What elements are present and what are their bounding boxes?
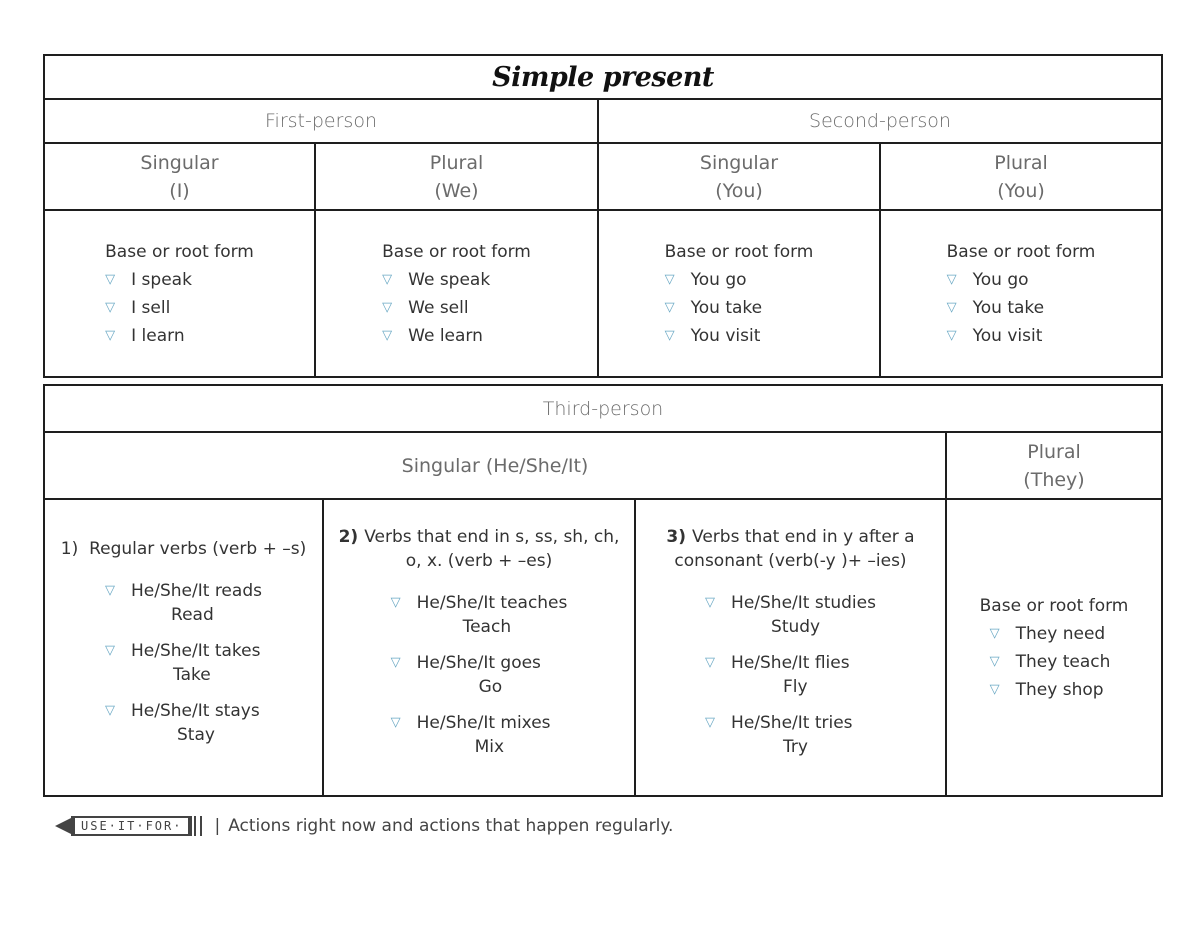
rule-heading <box>45 537 322 561</box>
list-item <box>990 620 1129 648</box>
example-text: I learn <box>131 325 185 346</box>
list-item <box>382 322 531 350</box>
number-label: Plural <box>1027 440 1081 463</box>
form-label: Base or root form <box>664 241 814 262</box>
list-item <box>391 591 568 639</box>
rule-text: Verbs that end in s, ss, sh, ch, o, x. (verb + –es) <box>364 526 620 571</box>
second-plural-header <box>880 143 1162 210</box>
list-item <box>391 711 568 759</box>
simple-present-sheet <box>43 54 1161 797</box>
rule-number: 2) <box>338 526 359 547</box>
example-base: Try <box>783 736 808 757</box>
example-text: They shop <box>1015 679 1104 700</box>
example-verb: He/She/It tries <box>731 712 853 733</box>
example-base: Read <box>171 604 214 625</box>
triangle-bullet-icon: ▽ <box>705 654 716 670</box>
list-item <box>705 651 876 699</box>
list-item <box>665 294 814 322</box>
rule-3-cell <box>635 499 946 796</box>
triangle-bullet-icon: ▽ <box>946 299 957 315</box>
rule-heading <box>324 525 634 573</box>
form-label: Base or root form <box>979 595 1129 616</box>
triangle-bullet-icon: ▽ <box>664 299 675 315</box>
list-item <box>990 676 1129 704</box>
triangle-bullet-icon: ▽ <box>989 681 1000 697</box>
triangle-bullet-icon: ▽ <box>664 327 675 343</box>
rule-text: Verbs that end in y after a consonant (verb(-y )+ –ies) <box>674 526 915 571</box>
footer-text: Actions right now and actions that happen regularly. <box>228 816 674 836</box>
list-item <box>105 322 254 350</box>
example-base: Study <box>771 616 821 637</box>
triangle-bullet-icon: ▽ <box>105 299 116 315</box>
third-person-table <box>43 384 1163 797</box>
first-singular-header <box>44 143 315 210</box>
triangle-bullet-icon: ▽ <box>705 594 716 610</box>
rule-1-cell <box>44 499 323 796</box>
triangle-bullet-icon: ▽ <box>390 714 401 730</box>
first-singular-examples <box>44 210 315 377</box>
triangle-bullet-icon: ▽ <box>105 702 116 718</box>
first-plural-examples <box>315 210 598 377</box>
list-item <box>665 322 814 350</box>
triangle-bullet-icon: ▽ <box>989 653 1000 669</box>
rule-heading <box>636 525 945 573</box>
example-verb: He/She/It stays <box>131 700 260 721</box>
form-label: Base or root form <box>382 241 531 262</box>
third-plural-examples <box>946 499 1162 796</box>
list-item <box>105 266 254 294</box>
list-item <box>105 699 262 747</box>
triangle-bullet-icon: ▽ <box>105 582 116 598</box>
list-item <box>947 294 1096 322</box>
third-plural-header <box>946 432 1162 499</box>
example-text: You go <box>690 269 747 290</box>
example-text: We speak <box>408 269 491 290</box>
triangle-bullet-icon: ▽ <box>705 714 716 730</box>
list-item <box>947 266 1096 294</box>
list-item <box>105 579 262 627</box>
list-item <box>990 648 1129 676</box>
pronoun-label: (You) <box>997 179 1045 202</box>
form-label: Base or root form <box>105 241 254 262</box>
pronoun-label: (They) <box>1023 468 1085 491</box>
second-singular-header <box>598 143 880 210</box>
triangle-bullet-icon: ▽ <box>105 327 116 343</box>
example-text: They teach <box>1015 651 1111 672</box>
third-singular-header: Singular (He/She/It) <box>44 432 946 499</box>
example-text: They need <box>1015 623 1106 644</box>
triangle-bullet-icon: ▽ <box>105 271 116 287</box>
triangle-bullet-icon: ▽ <box>946 327 957 343</box>
list-item <box>391 651 568 699</box>
rule-number: 3) <box>666 526 687 547</box>
example-text: You take <box>972 297 1045 318</box>
example-base: Teach <box>462 616 512 637</box>
number-label: Plural <box>994 151 1048 174</box>
second-plural-examples <box>880 210 1162 377</box>
list-item <box>382 266 531 294</box>
example-base: Stay <box>177 724 215 745</box>
rule-text: Regular verbs (verb + –s) <box>89 538 307 559</box>
list-item <box>665 266 814 294</box>
example-text: You go <box>972 269 1029 290</box>
triangle-bullet-icon: ▽ <box>382 271 393 287</box>
example-text: You visit <box>690 325 761 346</box>
pronoun-label: (We) <box>434 179 479 202</box>
example-verb: He/She/It mixes <box>416 712 551 733</box>
form-label: Base or root form <box>946 241 1096 262</box>
triangle-bullet-icon: ▽ <box>989 625 1000 641</box>
example-base: Mix <box>474 736 505 757</box>
third-person-header: Third-person <box>44 385 1162 432</box>
triangle-bullet-icon: ▽ <box>382 299 393 315</box>
example-text: I speak <box>131 269 192 290</box>
rule-2-cell <box>323 499 635 796</box>
triangle-bullet-icon: ▽ <box>105 642 116 658</box>
example-base: Go <box>478 676 503 697</box>
list-item <box>105 294 254 322</box>
list-item <box>105 639 262 687</box>
example-verb: He/She/It takes <box>131 640 261 661</box>
triangle-bullet-icon: ▽ <box>382 327 393 343</box>
rule-number: 1) <box>60 538 79 559</box>
example-text: You take <box>690 297 763 318</box>
triangle-bullet-icon: ▽ <box>390 654 401 670</box>
title-cell <box>44 55 1162 99</box>
example-verb: He/She/It teaches <box>416 592 568 613</box>
example-text: We learn <box>408 325 483 346</box>
list-item <box>382 294 531 322</box>
example-text: I sell <box>131 297 171 318</box>
example-verb: He/She/It reads <box>131 580 262 601</box>
pronoun-label: (I) <box>169 179 190 202</box>
first-person-header: First-person <box>44 99 598 143</box>
number-label: Singular <box>140 151 219 174</box>
example-verb: He/She/It studies <box>731 592 876 613</box>
second-person-header: Second-person <box>598 99 1162 143</box>
example-text: We sell <box>408 297 469 318</box>
use-it-for-badge: USE·IT·FOR· <box>71 816 192 836</box>
footer-note <box>55 816 673 836</box>
page-title: Simple present <box>492 61 714 93</box>
second-singular-examples <box>598 210 880 377</box>
pronoun-label: (You) <box>715 179 763 202</box>
first-second-person-table <box>43 54 1163 378</box>
triangle-bullet-icon: ▽ <box>390 594 401 610</box>
list-item <box>705 711 876 759</box>
number-label: Plural <box>429 151 484 174</box>
list-item <box>947 322 1096 350</box>
first-plural-header <box>315 143 598 210</box>
example-verb: He/She/It flies <box>731 652 850 673</box>
example-verb: He/She/It goes <box>416 652 541 673</box>
pencil-icon <box>55 816 202 836</box>
list-item <box>705 591 876 639</box>
triangle-bullet-icon: ▽ <box>664 271 675 287</box>
example-base: Fly <box>783 676 808 697</box>
triangle-bullet-icon: ▽ <box>946 271 957 287</box>
example-text: You visit <box>972 325 1043 346</box>
example-base: Take <box>173 664 211 685</box>
number-label: Singular <box>699 151 779 174</box>
separator: | <box>214 816 221 836</box>
